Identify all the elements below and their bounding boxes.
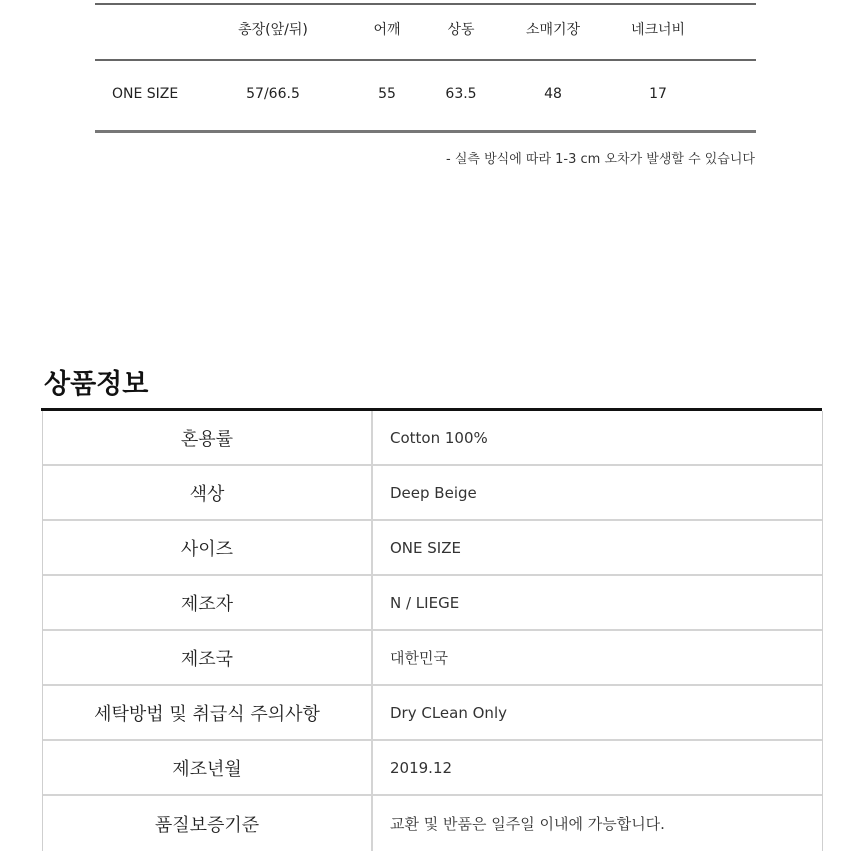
info-row-color xyxy=(43,466,822,521)
value-shoulder: 55 xyxy=(378,86,396,102)
info-value: 교환 및 반품은 일주일 이내에 가능합니다. xyxy=(390,815,665,833)
info-row-date xyxy=(43,741,822,796)
table-header-rule xyxy=(95,59,756,61)
header-shoulder: 어깨 xyxy=(373,22,401,38)
info-label: 색상 xyxy=(43,466,373,519)
info-row-manufacturer xyxy=(43,576,822,631)
info-label: 사이즈 xyxy=(43,521,373,574)
info-label: 세탁방법 및 취급식 주의사항 xyxy=(43,686,373,739)
size-table-row xyxy=(95,86,756,110)
info-row-country xyxy=(43,631,822,686)
header-neck-width: 네크너비 xyxy=(630,22,686,38)
info-label: 품질보증기준 xyxy=(43,796,373,851)
info-value: Deep Beige xyxy=(390,483,477,502)
value-neck-width: 17 xyxy=(649,86,667,102)
info-value: 대한민국 xyxy=(390,649,448,667)
table-bottom-rule xyxy=(95,130,756,133)
info-value: Dry CLean Only xyxy=(390,703,507,722)
size-label: ONE SIZE xyxy=(112,86,179,102)
info-label: 제조자 xyxy=(43,576,373,629)
size-table-header xyxy=(95,19,756,43)
value-sleeve-length: 48 xyxy=(544,86,562,102)
info-row-warranty xyxy=(43,796,822,851)
product-info-title: 상품정보 xyxy=(44,369,149,400)
info-value: N / LIEGE xyxy=(390,593,460,612)
info-label: 제조년월 xyxy=(43,741,373,794)
header-total-length: 총장(앞/뒤) xyxy=(238,22,308,38)
info-value: ONE SIZE xyxy=(390,538,461,557)
header-sleeve-length: 소매기장 xyxy=(525,22,581,38)
info-value: 2019.12 xyxy=(390,758,453,777)
info-value: Cotton 100% xyxy=(390,428,488,447)
info-row-care xyxy=(43,686,822,741)
table-top-rule xyxy=(95,3,756,5)
value-total-length: 57/66.5 xyxy=(246,86,300,102)
info-label: 혼용률 xyxy=(43,411,373,464)
header-chest: 상동 xyxy=(447,22,475,38)
info-label: 제조국 xyxy=(43,631,373,684)
value-chest: 63.5 xyxy=(445,86,477,102)
info-row-size xyxy=(43,521,822,576)
measurement-note: - 실측 방식에 따라 1-3 cm 오차가 발생할 수 있습니다 xyxy=(446,152,755,167)
product-info-table xyxy=(42,411,823,851)
info-row-material xyxy=(43,411,822,466)
